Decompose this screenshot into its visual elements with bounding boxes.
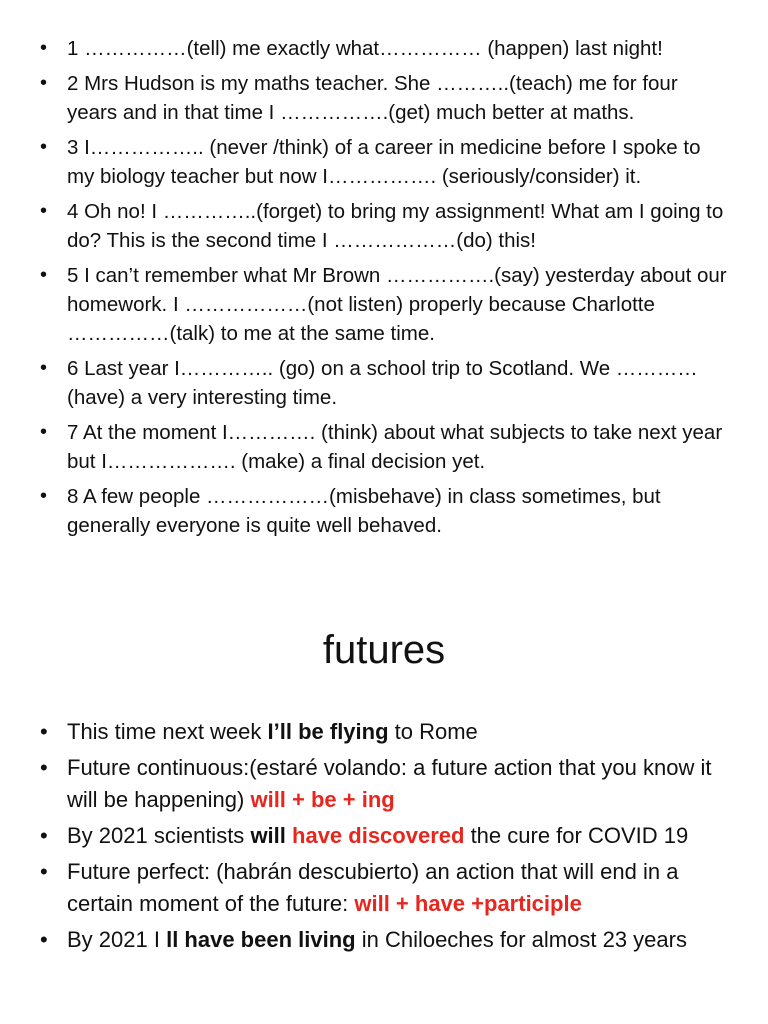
section-title: futures xyxy=(322,628,446,672)
exercise-item: • 4 Oh no! I …………..(forget) to bring my assignment! What am I going to do? This is the second time I ………………(do) this! xyxy=(0,197,768,255)
exercise-item: • 2 Mrs Hudson is my maths teacher. She ………..(teach) me for four years and in that time I …………….(get) much better at maths. xyxy=(0,69,768,127)
exercise-item: • 7 At the moment I…………. (think) about what subjects to take next year but I………………. (make) a final decision yet. xyxy=(0,418,768,476)
futures-item xyxy=(0,716,768,748)
formula-highlight: will + be + ing xyxy=(250,787,395,812)
exercise-item: • 3 I…………….. (never /think) of a career in medicine before I spoke to my biology teacher but now I……………. (seriously/consider) it. xyxy=(0,133,768,191)
formula-highlight: will + have +participle xyxy=(354,891,582,916)
futures-list xyxy=(0,716,768,960)
futures-item xyxy=(0,820,768,852)
exercise-list xyxy=(0,34,768,546)
item-text: Future perfect: (habrán descubierto) an action that will end in a certain moment of the future: xyxy=(67,859,679,916)
bold-phrase: I’ll be flying xyxy=(267,719,389,744)
bold-phrase: will xyxy=(250,823,286,848)
futures-item xyxy=(0,856,768,920)
futures-item xyxy=(0,752,768,816)
item-text: to Rome xyxy=(388,719,478,744)
exercise-item: • 8 A few people ………………(misbehave) in class sometimes, but generally everyone is quite well behaved. xyxy=(0,482,768,540)
item-text: Future continuous:(estaré volando: a future action that you know it will be happening) xyxy=(67,755,712,812)
futures-item xyxy=(0,924,768,956)
item-text: By 2021 I xyxy=(67,927,167,952)
item-text: in Chiloeches for almost 23 years xyxy=(355,927,687,952)
exercise-item: • 5 I can’t remember what Mr Brown …………….(say) yesterday about our homework. I ………………(not listen) properly because Charlotte ……………(talk) to me at the same time. xyxy=(0,261,768,348)
formula-highlight: have discovered xyxy=(292,823,465,848)
item-text: By 2021 scientists xyxy=(67,823,251,848)
item-text: the cure for COVID 19 xyxy=(464,823,689,848)
bold-phrase: ll have been living xyxy=(166,927,356,952)
item-text: This time next week xyxy=(67,719,268,744)
exercise-item: • 6 Last year I………….. (go) on a school trip to Scotland. We ………… (have) a very interesting time. xyxy=(0,354,768,412)
exercise-item: • 1 ……………(tell) me exactly what…………… (happen) last night! xyxy=(0,34,768,63)
